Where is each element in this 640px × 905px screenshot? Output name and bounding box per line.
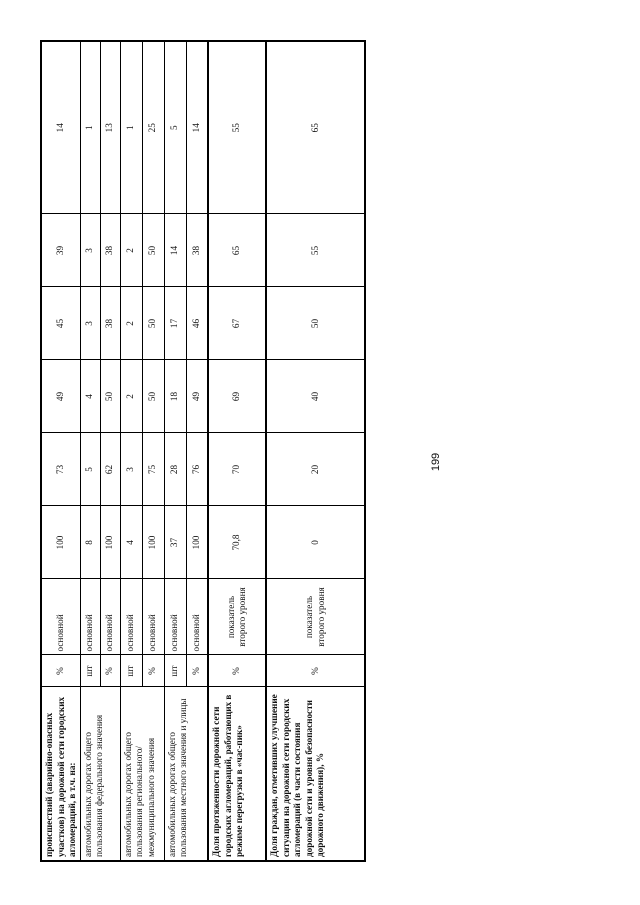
unit-cell: % xyxy=(186,655,208,687)
indicator-name: Доля протяженности дорожной сети городских агломераций, работающих в режиме перегрузки в «час-пик» xyxy=(208,687,266,861)
value-cell: 3 xyxy=(80,214,100,287)
indicator-type: основной xyxy=(120,579,142,655)
indicator-type: основной xyxy=(164,579,186,655)
indicators-table xyxy=(40,40,366,862)
value-cell: 4 xyxy=(120,506,142,579)
indicator-type: основной xyxy=(142,579,164,655)
value-cell: 55 xyxy=(266,214,365,287)
unit-cell: шт xyxy=(120,655,142,687)
table-row xyxy=(266,41,365,861)
indicator-name: автомобильных дорогах общего пользования регионального/ межмуниципального значения xyxy=(120,687,164,861)
page-number: 199 xyxy=(430,452,442,472)
value-cell: 3 xyxy=(120,433,142,506)
value-cell: 20 xyxy=(266,433,365,506)
value-cell: 100 xyxy=(142,506,164,579)
value-cell: 13 xyxy=(100,41,120,214)
value-cell: 28 xyxy=(164,433,186,506)
value-cell: 70,8 xyxy=(208,506,266,579)
value-cell: 5 xyxy=(164,41,186,214)
value-cell: 50 xyxy=(142,287,164,360)
value-cell: 76 xyxy=(186,433,208,506)
value-cell: 100 xyxy=(41,506,80,579)
value-cell: 49 xyxy=(186,360,208,433)
value-cell: 25 xyxy=(142,41,164,214)
value-cell: 38 xyxy=(100,214,120,287)
indicator-name: автомобильных дорогах общего пользования местного значения и улицы xyxy=(164,687,208,861)
value-cell: 73 xyxy=(41,433,80,506)
value-cell: 100 xyxy=(100,506,120,579)
value-cell: 14 xyxy=(41,41,80,214)
indicator-type: показатель второго уровня xyxy=(266,579,365,655)
value-cell: 2 xyxy=(120,287,142,360)
value-cell: 46 xyxy=(186,287,208,360)
value-cell: 17 xyxy=(164,287,186,360)
rotated-table-container xyxy=(40,42,362,862)
value-cell: 69 xyxy=(208,360,266,433)
value-cell: 49 xyxy=(41,360,80,433)
indicator-type: основной xyxy=(100,579,120,655)
value-cell: 70 xyxy=(208,433,266,506)
value-cell: 50 xyxy=(142,214,164,287)
indicator-type: показатель второго уровня xyxy=(208,579,266,655)
table-row xyxy=(80,41,100,861)
value-cell: 50 xyxy=(266,287,365,360)
value-cell: 45 xyxy=(41,287,80,360)
value-cell: 50 xyxy=(100,360,120,433)
value-cell: 8 xyxy=(80,506,100,579)
value-cell: 50 xyxy=(142,360,164,433)
table-row xyxy=(41,41,80,861)
table-row xyxy=(120,41,142,861)
value-cell: 0 xyxy=(266,506,365,579)
value-cell: 1 xyxy=(120,41,142,214)
value-cell: 1 xyxy=(80,41,100,214)
indicator-type: основной xyxy=(80,579,100,655)
value-cell: 5 xyxy=(80,433,100,506)
value-cell: 4 xyxy=(80,360,100,433)
value-cell: 37 xyxy=(164,506,186,579)
table-row xyxy=(164,41,186,861)
value-cell: 2 xyxy=(120,214,142,287)
indicator-name: происшествий (аварийно-опасных участков) на дорожной сети городских агломераций, в т.ч. на: xyxy=(41,687,80,861)
unit-cell: % xyxy=(208,655,266,687)
value-cell: 18 xyxy=(164,360,186,433)
table-row xyxy=(208,41,266,861)
indicator-name: Доля граждан, отметивших улучшение ситуации на дорожной сети городских агломераций (в части состояния дорожной сети и уровня безопасности дорожного движения), % xyxy=(266,687,365,861)
value-cell: 38 xyxy=(100,287,120,360)
unit-cell: шт xyxy=(164,655,186,687)
value-cell: 38 xyxy=(186,214,208,287)
unit-cell: % xyxy=(41,655,80,687)
value-cell: 65 xyxy=(208,214,266,287)
value-cell: 62 xyxy=(100,433,120,506)
indicator-name: автомобильных дорогах общего пользования федерального значения xyxy=(80,687,120,861)
unit-cell: шт xyxy=(80,655,100,687)
indicator-type: основной xyxy=(41,579,80,655)
indicator-type: основной xyxy=(186,579,208,655)
value-cell: 40 xyxy=(266,360,365,433)
unit-cell: % xyxy=(100,655,120,687)
value-cell: 75 xyxy=(142,433,164,506)
value-cell: 2 xyxy=(120,360,142,433)
unit-cell: % xyxy=(142,655,164,687)
value-cell: 100 xyxy=(186,506,208,579)
value-cell: 55 xyxy=(208,41,266,214)
value-cell: 3 xyxy=(80,287,100,360)
value-cell: 39 xyxy=(41,214,80,287)
value-cell: 14 xyxy=(186,41,208,214)
value-cell: 67 xyxy=(208,287,266,360)
value-cell: 14 xyxy=(164,214,186,287)
value-cell: 65 xyxy=(266,41,365,214)
unit-cell: % xyxy=(266,655,365,687)
